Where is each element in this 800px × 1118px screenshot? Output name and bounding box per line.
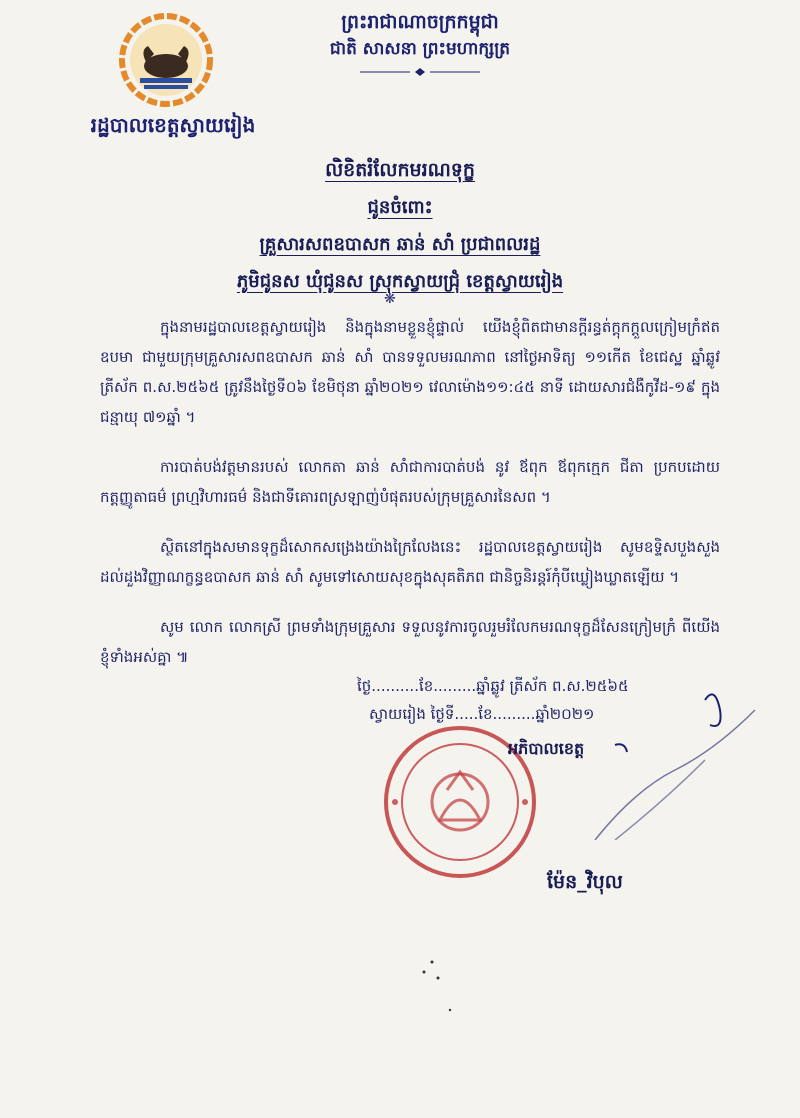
motto-ornament-icon — [360, 67, 480, 77]
divider-ornament-icon: ❋ — [384, 291, 396, 307]
recipient-address: ភូមិជូនស ឃុំជូនស ស្រុកស្វាយជ្រុំ ខេត្តស្វាយរៀង — [236, 271, 564, 292]
lunar-date: ថ្ងៃ..........ខែ.........ឆ្នាំឆ្លូវ ត្រីស័ក ព.ស.២៥៦៥ — [357, 677, 629, 695]
paper-specks — [380, 950, 500, 1030]
handwritten-signature-icon — [555, 690, 775, 840]
letter-title: លិខិតរំលែកមរណទុក្ខ — [325, 159, 475, 181]
provincial-emblem-icon — [118, 12, 214, 108]
addressed-to-label: ជូនចំពោះ — [367, 197, 433, 218]
signer-name: ម៉ែន_វិបុល — [547, 871, 623, 893]
kingdom-line: ព្រះរាជាណាចក្រកម្ពុជា — [341, 11, 499, 33]
issuing-office-name: រដ្ឋបាលខេត្តស្វាយរៀង — [90, 113, 256, 137]
signer-position: អភិបាលខេត្ត — [508, 739, 585, 758]
nation-religion-king-line: ជាតិ សាសនា ព្រះមហាក្សត្រ — [329, 39, 511, 59]
body-paragraph-2: ការបាត់បង់វត្តមានរបស់ លោកតា ឆាន់ សាំជាការបាត់បង់ នូវ ឪពុក ឪពុកក្មេក ជីតា ប្រកបដោយកត្តញ្ញូតាធម៌ ព្រហ្មវិហារធម៌ និងជាទីគោរពស្រឡាញ់បំផុតរបស់ក្រុមគ្រួសារនៃសព ។ — [100, 458, 720, 506]
letter-body — [100, 312, 720, 692]
recipient-family: គ្រួសារសពឧបាសក ឆាន់ សាំ ប្រជាពលរដ្ឋ — [259, 234, 541, 255]
kingdom-motto — [270, 8, 570, 81]
body-paragraph-3: ស្ថិតនៅក្នុងសមានទុក្ខដ៏សោកសង្រេងយ៉ាងក្រៃលែងនេះ រដ្ឋបាលខេត្តស្វាយរៀង សូមឧទ្ទិសបួងសួងដល់ដួងវិញ្ញាណក្ខន្ធឧបាសក ឆាន់ សាំ សូមទៅសោយសុខក្នុងសុគតិភព ជានិច្ចនិរន្តរ៍កុំបីឃ្លៀងឃ្លាតឡើយ ។ — [100, 538, 720, 586]
body-paragraph-4: សូម លោក លោកស្រី ព្រមទាំងក្រុមគ្រួសារ ទទួលនូវការចូលរួមរំលែកមរណទុក្ខដ៏សែនក្រៀមក្រំ ពីយើងខ្ញុំទាំងអស់គ្នា ៕ — [100, 618, 720, 666]
body-paragraph-1: ក្នុងនាមរដ្ឋបាលខេត្តស្វាយរៀង និងក្នុងនាមខ្លួនខ្ញុំផ្ទាល់ យើងខ្ញុំពិតជាមានក្តីរន្ធត់ក្តុកក្តួលក្រៀមក្រំឥតឧបមា ជាមួយក្រុមគ្រួសារសពឧបាសក ឆាន់ សាំ បានទទួលមរណភាព នៅថ្ងៃអាទិត្យ ១១កើត ខែជេស្ឋ ឆ្នាំឆ្លូវ ត្រីស័ក ព.ស.២៥៦៥ ត្រូវនឹងថ្ងៃទី០៦ ខែមិថុនា ឆ្នាំ២០២១ វេលាម៉ោង១១:៤៥ នាទី ដោយសារជំងឺកូវីដ-១៩ ក្នុងជន្មាយុ ៧១ឆ្នាំ ។ — [100, 318, 720, 426]
place-and-date: ស្វាយរៀង ថ្ងៃទី.....ខែ.........ឆ្នាំ២០២១ — [369, 705, 595, 723]
letter-titles — [150, 152, 650, 300]
